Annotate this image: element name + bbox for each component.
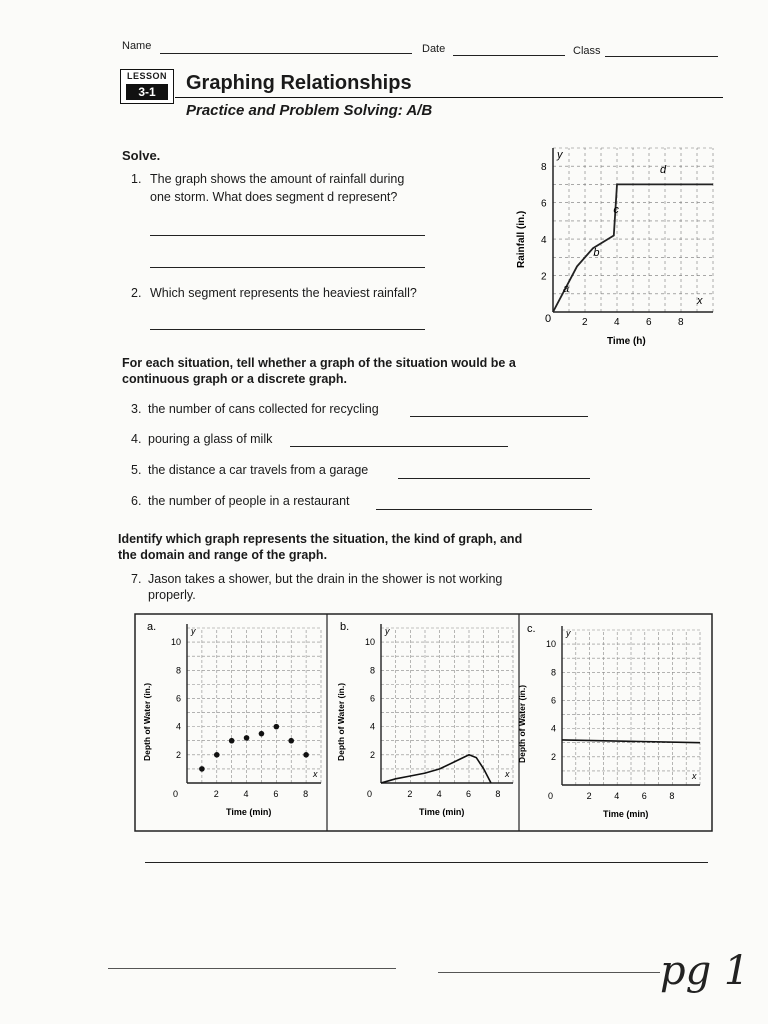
- page-title: Graphing Relationships: [186, 72, 412, 94]
- q6-number: 6.: [131, 494, 142, 508]
- section3-heading-line2: the domain and range of the graph.: [118, 548, 328, 562]
- graph-y-tick-label: 4: [551, 723, 557, 734]
- graph-y-tick-label: 8: [176, 665, 182, 676]
- graph-a-point: [199, 766, 205, 772]
- graph-ylabel: Depth of Water (in.): [336, 682, 346, 761]
- depth-graphs-panel: [134, 613, 714, 833]
- q4-text: pouring a glass of milk: [148, 432, 273, 446]
- footer-rule-right: [438, 972, 660, 973]
- q5-answer-line[interactable]: [398, 478, 590, 479]
- q7-text-line1: Jason takes a shower, but the drain in the shower is not working: [148, 572, 503, 586]
- q1-answer-line1[interactable]: [150, 235, 425, 236]
- q6-text: the number of people in a restaurant: [148, 494, 350, 508]
- name-label: Name: [122, 40, 152, 52]
- q3-answer-line[interactable]: [410, 416, 588, 417]
- section3-heading-line1: Identify which graph represents the situation, the kind of graph, and: [118, 532, 523, 546]
- rainfall-segment-label: c: [613, 203, 619, 216]
- graph-a-point: [214, 752, 220, 758]
- rainfall-origin: 0: [545, 313, 552, 325]
- graph-x-tick-label: 6: [466, 789, 472, 799]
- q5-text: the distance a car travels from a garage: [148, 463, 369, 477]
- graph-x-tick-label: 2: [586, 791, 592, 801]
- rainfall-grid: [553, 148, 713, 312]
- graph-a-point: [303, 752, 309, 758]
- graph-origin: 0: [173, 789, 179, 799]
- q7-answer-line[interactable]: [145, 862, 708, 863]
- name-field[interactable]: [160, 53, 412, 54]
- date-label: Date: [422, 43, 446, 55]
- graph-c-label: c.: [527, 623, 536, 635]
- rainfall-y-tick-label: 2: [541, 271, 547, 283]
- lesson-badge: [120, 69, 174, 104]
- graph-x-tick-label: 6: [641, 791, 647, 801]
- graph-a-point: [229, 738, 235, 744]
- graph-x-tick-label: 8: [669, 791, 675, 801]
- graph-y-letter: y: [566, 628, 571, 638]
- graph-y-tick-label: 10: [546, 639, 557, 650]
- graph-x-tick-label: 4: [436, 789, 442, 799]
- q4-answer-line[interactable]: [290, 446, 508, 447]
- q2-number: 2.: [131, 286, 142, 300]
- graph-y-tick-label: 2: [370, 749, 376, 760]
- graph-b: [336, 624, 513, 817]
- graph-y-tick-label: 6: [370, 693, 376, 704]
- rainfall-y-tick-label: 8: [541, 162, 547, 174]
- q2-answer-line[interactable]: [150, 329, 425, 330]
- graph-c: [517, 626, 700, 819]
- lesson-number: 3-1: [126, 84, 168, 100]
- graph-xlabel: Time (min): [419, 807, 465, 817]
- rainfall-segment-label: b: [593, 246, 600, 259]
- graph-y-tick-label: 4: [176, 721, 182, 732]
- graph-a-label: a.: [147, 621, 157, 633]
- graph-x-tick-label: 4: [614, 791, 620, 801]
- graph-ylabel: Depth of Water (in.): [142, 682, 152, 761]
- graph-origin: 0: [367, 789, 373, 799]
- graph-y-tick-label: 8: [370, 665, 376, 676]
- q7-number: 7.: [131, 572, 142, 586]
- graph-ylabel: Depth of Water (in.): [517, 684, 527, 763]
- footer-rule-left: [108, 968, 396, 969]
- graph-x-tick-label: 8: [303, 789, 309, 799]
- graph-a-point: [288, 738, 294, 744]
- class-field[interactable]: [605, 56, 718, 57]
- graph-y-tick-label: 6: [176, 693, 182, 704]
- graph-x-letter: x: [505, 769, 510, 779]
- rainfall-ticks: [541, 162, 684, 328]
- graph-b-label: b.: [340, 621, 350, 633]
- section2-heading-line1: For each situation, tell whether a graph of the situation would be a: [122, 356, 516, 370]
- graphs-frame: [135, 614, 712, 831]
- q3-text: the number of cans collected for recycling: [148, 402, 379, 416]
- graph-y-letter: y: [385, 626, 390, 636]
- rainfall-x-tick-label: 2: [582, 317, 588, 328]
- rainfall-ylabel: Rainfall (in.): [516, 210, 527, 268]
- graph-x-letter: x: [313, 769, 318, 779]
- rainfall-x-tick-label: 8: [678, 317, 684, 328]
- graph-xlabel: Time (min): [603, 809, 649, 819]
- graph-y-tick-label: 2: [551, 751, 557, 762]
- title-rule: [175, 97, 723, 98]
- graph-x-tick-label: 6: [273, 789, 279, 799]
- rainfall-graph: [505, 140, 720, 355]
- q1-text-line1: The graph shows the amount of rainfall during: [150, 172, 405, 186]
- q1-text-line2: one storm. What does segment d represent?: [150, 190, 398, 204]
- q7-text-line2: properly.: [148, 588, 196, 602]
- graph-x-tick-label: 8: [495, 789, 501, 799]
- q3-number: 3.: [131, 402, 142, 416]
- rainfall-xlabel: Time (h): [607, 336, 646, 347]
- section2-heading-line2: continuous graph or a discrete graph.: [122, 372, 348, 386]
- graph-y-tick-label: 10: [171, 637, 182, 648]
- q2-text: Which segment represents the heaviest rainfall?: [150, 286, 417, 300]
- page-subtitle: Practice and Problem Solving: A/B: [186, 102, 433, 119]
- rainfall-x-tick-label: 6: [646, 317, 652, 328]
- graph-y-letter: y: [191, 626, 196, 636]
- rainfall-x-letter: x: [697, 295, 703, 307]
- graph-origin: 0: [548, 791, 554, 801]
- class-label: Class: [573, 45, 601, 57]
- graph-y-tick-label: 10: [365, 637, 376, 648]
- graph-xlabel: Time (min): [226, 807, 272, 817]
- q1-number: 1.: [131, 172, 142, 186]
- rainfall-y-tick-label: 4: [541, 235, 547, 247]
- page-mark: pg 1: [660, 948, 750, 994]
- graph-y-tick-label: 2: [176, 749, 182, 760]
- rainfall-segment-label: d: [660, 163, 667, 176]
- solve-heading: Solve.: [122, 148, 161, 163]
- graph-y-tick-label: 8: [551, 667, 557, 678]
- graph-y-tick-label: 4: [370, 721, 376, 732]
- graph-a-point: [259, 731, 265, 737]
- rainfall-x-tick-label: 4: [614, 317, 620, 328]
- rainfall-y-letter: y: [557, 149, 563, 161]
- graph-a-point: [274, 724, 280, 730]
- rainfall-segment-label: a: [563, 283, 570, 296]
- q6-answer-line[interactable]: [376, 509, 592, 510]
- graph-y-tick-label: 6: [551, 695, 557, 706]
- q4-number: 4.: [131, 432, 142, 446]
- graph-x-tick-label: 2: [213, 789, 219, 799]
- graph-x-tick-label: 4: [243, 789, 249, 799]
- date-field[interactable]: [453, 55, 565, 56]
- rainfall-y-tick-label: 6: [541, 198, 547, 210]
- graph-x-tick-label: 2: [407, 789, 413, 799]
- q5-number: 5.: [131, 463, 142, 477]
- graph-a-point: [244, 735, 250, 741]
- lesson-label: LESSON: [126, 71, 167, 81]
- graph-x-letter: x: [692, 771, 697, 781]
- graph-a: [142, 624, 321, 817]
- q1-answer-line2[interactable]: [150, 267, 425, 268]
